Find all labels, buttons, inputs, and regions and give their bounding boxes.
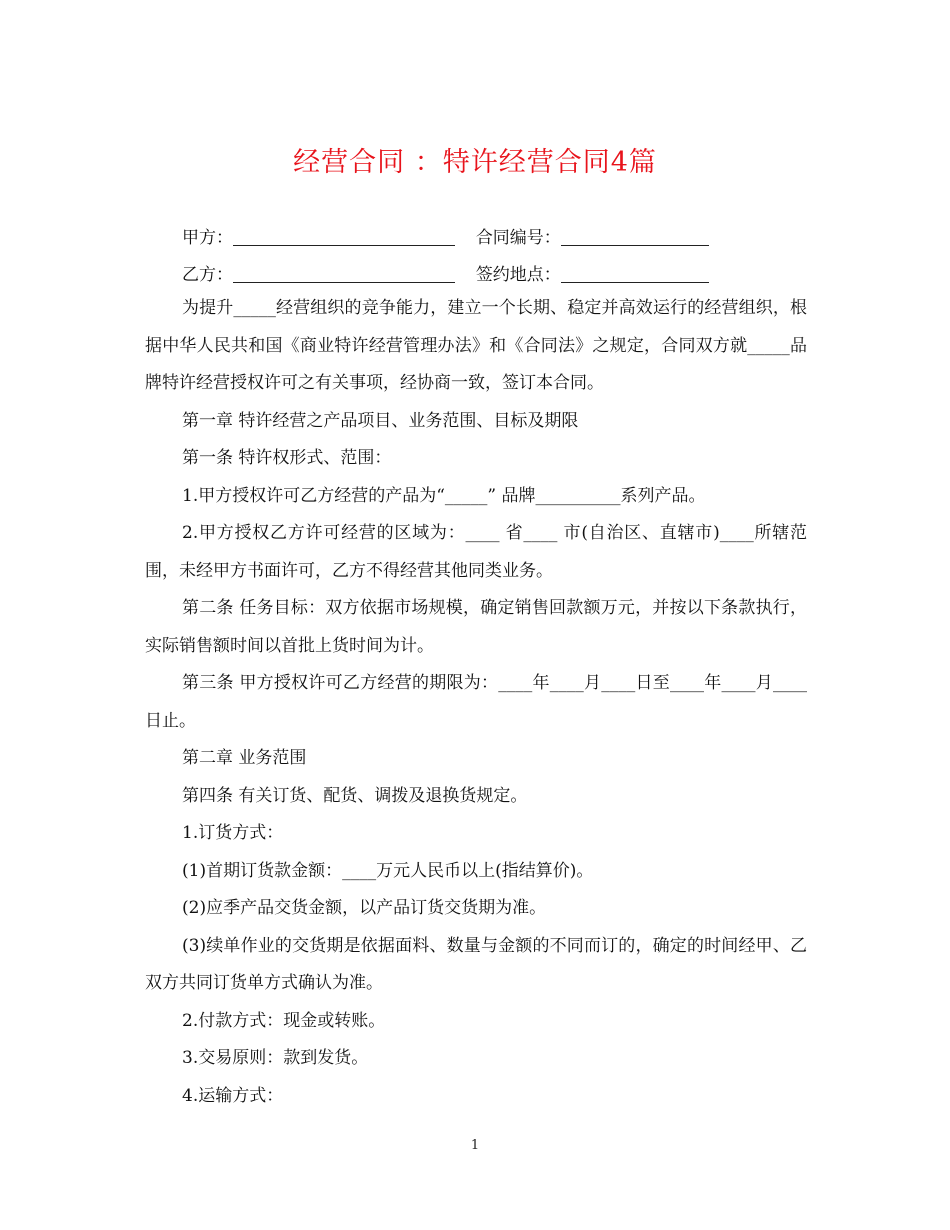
paragraph: (1)首期订货款金额：____万元人民币以上(指结算价)。: [182, 860, 594, 881]
chapter-heading: 第一章 特许经营之产品项目、业务范围、目标及期限: [182, 410, 579, 431]
header-row-party-a: [182, 223, 709, 248]
party-a-label: 甲方：: [182, 228, 233, 248]
paragraph: 2.甲方授权乙方许可经营的区域为：____ 省____ 市(自治区、直辖市)____所辖范围，未经甲方书面许可，乙方不得经营其他同类业务。: [145, 523, 807, 581]
paragraph-preamble: 为提升_____经营组织的竞争能力，建立一个长期、稳定并高效运行的经营组织，根据中华人民共和国《商业特许经营管理办法》和《合同法》之规定，合同双方就_____品牌特许经营授权许可之有关事项，经协商一致，签订本合同。: [145, 298, 807, 393]
party-b-blank: [233, 264, 455, 283]
contract-no-label: 合同编号：: [475, 228, 561, 248]
paragraph: (2)应季产品交货金额，以产品订货交货期为准。: [182, 898, 547, 918]
party-a-blank: [233, 227, 455, 246]
article-heading: 第一条 特许权形式、范围：: [182, 448, 392, 468]
chapter-heading: 第二章 业务范围: [182, 748, 307, 768]
article-heading: 第四条 有关订货、配货、调拨及退换货规定。: [182, 785, 528, 806]
paragraph: 3.交易原则：款到发货。: [182, 1048, 369, 1068]
paragraph: 1.订货方式：: [182, 823, 284, 843]
paragraph: 2.付款方式：现金或转账。: [182, 1010, 386, 1031]
contract-no-blank: [561, 227, 709, 246]
paragraph: 第三条 甲方授权许可乙方经营的期限为：____年____月____日至____年____月____日止。: [145, 673, 807, 731]
header-row-party-b: [182, 260, 709, 285]
paragraph: 第二条 任务目标：双方依据市场规模，确定销售回款额万元，并按以下条款执行，实际销售额时间以首批上货时间为计。: [145, 598, 807, 656]
signing-place-label: 签约地点：: [475, 265, 561, 285]
paragraph: 1.甲方授权许可乙方经营的产品为“_____” 品牌__________系列产品。: [182, 485, 706, 506]
paragraph: (3)续单作业的交货期是依据面料、数量与金额的不同而订的，确定的时间经甲、乙双方共同订货单方式确认为准。: [145, 935, 807, 993]
document-body: [145, 290, 807, 1115]
document-title: 经营合同 ：特许经营合同4篇: [293, 147, 657, 178]
page-number: 1: [470, 1138, 480, 1153]
signing-place-blank: [561, 264, 709, 283]
paragraph: 4.运输方式：: [182, 1085, 284, 1106]
party-b-label: 乙方：: [182, 265, 233, 285]
